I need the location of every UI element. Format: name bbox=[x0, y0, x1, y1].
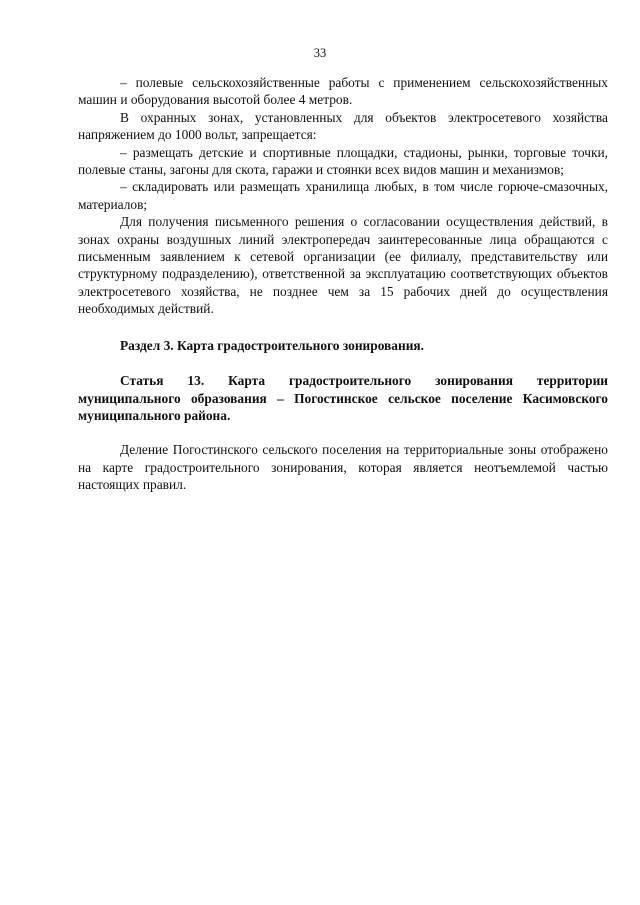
section-heading: Раздел 3. Карта градостроительного зонирования. bbox=[120, 337, 425, 353]
page-number: 33 bbox=[313, 46, 327, 60]
paragraph-approval-procedure: Для получения письменного решения о согласовании осуществления действий, в зонах охраны воздушных линий электропередач заинтересованные лица обращаются с письменным заявлением к сетевой организации (ее филиалу, представительству или структурному подразделению), ответственной за эксплуатацию соответствующих объектов электросетевого хозяйства, не позднее чем за 15 рабочих дней до осуществления необходимых действий. bbox=[78, 214, 608, 317]
paragraph-protected-zones: В охранных зонах, установленных для объектов электросетевого хозяйства напряжением до 1000 вольт, запрещается: bbox=[78, 109, 608, 143]
article-heading: Статья 13. Карта градостроительного зонирования территории муниципального образования – Погостинское сельское поселение Касимовского муниципального района. bbox=[78, 373, 608, 423]
page-content bbox=[78, 74, 608, 494]
paragraph-prohibition-storage: – складировать или размещать хранилища любых, в том числе горюче-смазочных, материалов; bbox=[78, 179, 608, 212]
paragraph-prohibition-facilities: – размещать детские и спортивные площадки, стадионы, рынки, торговые точки, полевые станы, загоны для скота, гаражи и стоянки всех видов машин и механизмов; bbox=[78, 144, 608, 178]
paragraph-field-work: – полевые сельскохозяйственные работы с применением сельскохозяйственных машин и оборудования высотой более 4 метров. bbox=[78, 75, 608, 108]
paragraph-zoning-division: Деление Погостинского сельского поселения на территориальные зоны отображено на карте градостроительного зонирования, которая является неотъемлемой частью настоящих правил. bbox=[78, 442, 608, 493]
